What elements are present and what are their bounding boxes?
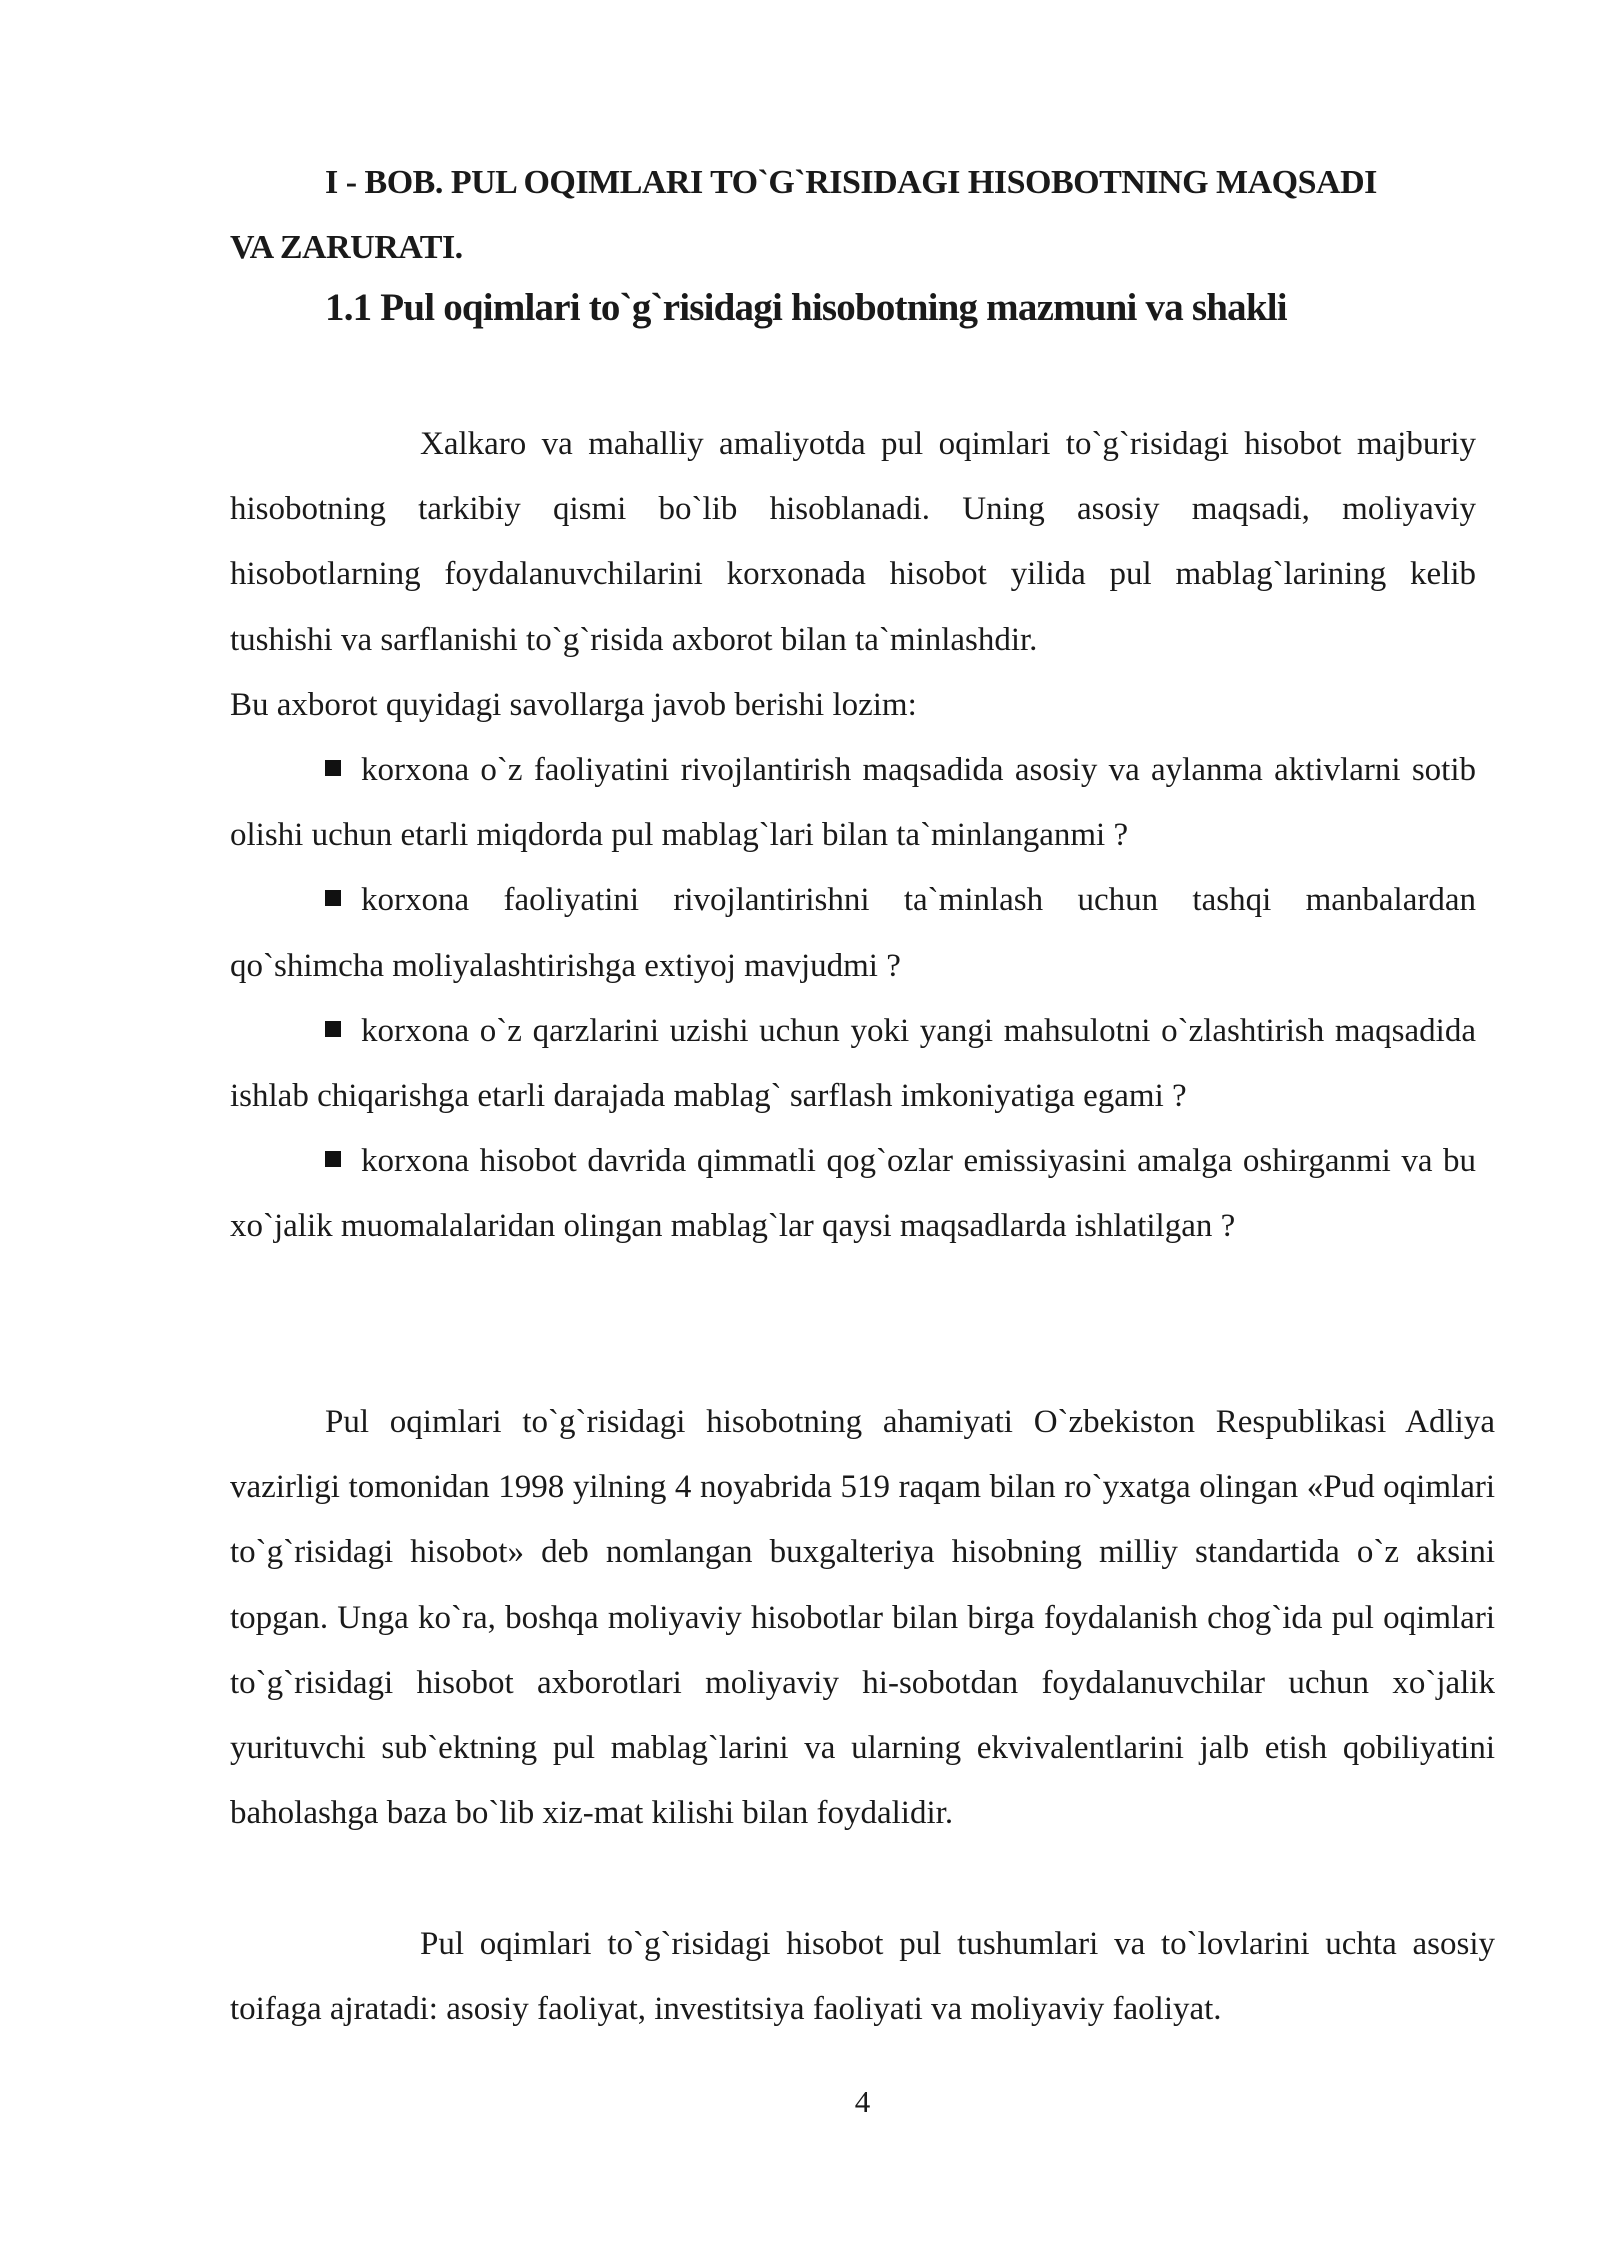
list-item	[230, 1129, 1476, 1259]
square-bullet-icon	[325, 760, 341, 776]
intro-question-line: Bu axborot quyidagi savollarga javob berishi lozim:	[230, 687, 917, 723]
chapter-heading-line-2: VA ZARURATI.	[230, 229, 463, 266]
categories-paragraph: Pul oqimlari to`g`risidagi hisobot pul tushumlari va to`lovlarini uchta asosiy toifaga ajratadi: asosiy faoliyat, investitsiya faoliyati va moliyaviy faoliyat.	[230, 1926, 1495, 2028]
list-item	[230, 738, 1476, 868]
square-bullet-icon	[325, 1021, 341, 1037]
document-page	[230, 0, 1495, 2262]
list-item	[230, 868, 1476, 998]
intro-paragraph: Xalkaro va mahalliy amaliyotda pul oqimlari to`g`risidagi hisobot majburiy hisobotning tarkibiy qismi bo`lib hisoblanadi. Uning asosiy maqsadi, moliyaviy hisobotlarning foydalanuvchilarini korxonada hisobot yilida pul mablag`larining kelib tushishi va sarflanishi to`g`risida axborot bilan ta`minlashdir.	[230, 426, 1476, 658]
page-number: 4	[854, 2084, 871, 2119]
list-item	[230, 999, 1476, 1129]
question-list	[230, 738, 1476, 1260]
list-item-text: korxona o`z qarzlarini uzishi uchun yoki yangi mahsulotni o`zlashtirish maqsadida ishlab chiqarishga etarli darajada mablag` sarflash imkoniyatiga egami ?	[230, 1012, 1476, 1115]
square-bullet-icon	[325, 890, 341, 906]
chapter-heading	[230, 150, 1495, 280]
list-item-text: korxona faoliyatini rivojlantirishni ta`minlash uchun tashqi manbalardan qo`shimcha moliyalashtirishga extiyoj mavjudmi ?	[230, 882, 1476, 984]
square-bullet-icon	[325, 1151, 341, 1167]
section-heading: 1.1 Pul oqimlari to`g`risidagi hisobotning mazmuni va shakli	[325, 286, 1287, 329]
chapter-heading-line-1: I - BOB. PUL OQIMLARI TO`G`RISIDAGI HISOBOTNING MAQSADI	[325, 164, 1377, 201]
list-item-text: korxona hisobot davrida qimmatli qog`ozlar emissiyasini amalga oshirganmi va bu xo`jalik muomalalaridan olingan mablag`lar qaysi maqsadlarda ishlatilgan ?	[230, 1143, 1476, 1245]
list-item-text: korxona o`z faoliyatini rivojlantirish maqsadida asosiy va aylanma aktivlarni sotib olishi uchun etarli miqdorda pul mablag`lari bilan ta`minlanganmi ?	[230, 752, 1476, 854]
significance-paragraph: Pul oqimlari to`g`risidagi hisobotning ahamiyati O`zbekiston Respublikasi Adliya vazirligi tomonidan 1998 yilning 4 noyabrida 519 raqam bilan ro`yxatga olingan «Pud oqimlari to`g`risidagi hisobot» deb nomlangan buxgalteriya hisobning milliy standartida o`z aksini topgan. Unga ko`ra, boshqa moliyaviy hisobotlar bilan birga foydalanish chog`ida pul oqimlari to`g`risidagi hisobot axborotlari moliyaviy hi-sobotdan foydalanuvchilar uchun xo`jalik yurituvchi sub`ektning pul mablag`larini va ularning ekvivalentlarini jalb etish qobiliyatini baholashga baza bo`lib xiz-mat kilishi bilan foydalidir.	[230, 1404, 1495, 1832]
